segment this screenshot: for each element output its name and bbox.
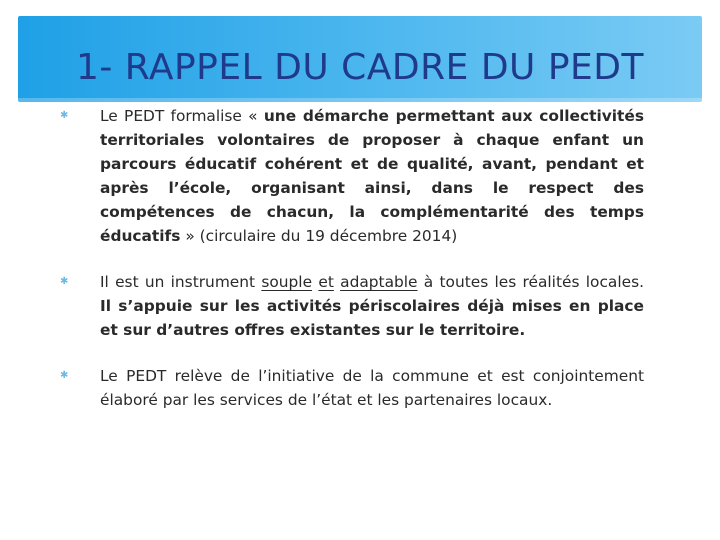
asterisk-bullet-icon: ✱ (60, 276, 69, 287)
bullet-item-initiative (60, 364, 644, 412)
bullet-text-citation: » (circulaire du 19 décembre 2014) (180, 227, 458, 245)
bullet-text-intro: Il est un instrument (100, 273, 262, 291)
bullet-text-bold: Il s’appuie sur les activités périscolaires déjà mises en place et sur d’autres offres existantes sur le territoire. (100, 297, 644, 339)
bullet-text (78, 270, 644, 342)
bullet-text-quote: une démarche permettant aux collectivités territoriales volontaires de proposer à chaque enfant un parcours éducatif cohérent et de qualité, avant, pendant et après l’école, organisant ainsi, dans le respect des compétences de chacun, la complémentarité des temps éducatifs (100, 107, 644, 245)
underlined-word-souple: souple (261, 273, 313, 291)
page-title: 1- RAPPEL DU CADRE DU PEDT (75, 47, 645, 88)
bullet-list (60, 104, 644, 412)
underlined-word-adaptable: adaptable (340, 273, 418, 291)
bullet-text: Le PEDT relève de l’initiative de la commune et est conjointement élaboré par les services de l’état et les partenaires locaux. (100, 367, 644, 409)
bullet-item-cadre (60, 104, 644, 248)
asterisk-bullet-icon: ✱ (60, 370, 69, 381)
bullet-item-instrument (60, 270, 644, 342)
bullet-text (78, 104, 644, 248)
bullet-text-middle: à toutes les réalités locales. (417, 273, 644, 291)
bullet-text-intro: Le PEDT formalise « (100, 107, 264, 125)
underlined-word-et: et (318, 273, 334, 291)
asterisk-bullet-icon: ✱ (60, 110, 69, 121)
